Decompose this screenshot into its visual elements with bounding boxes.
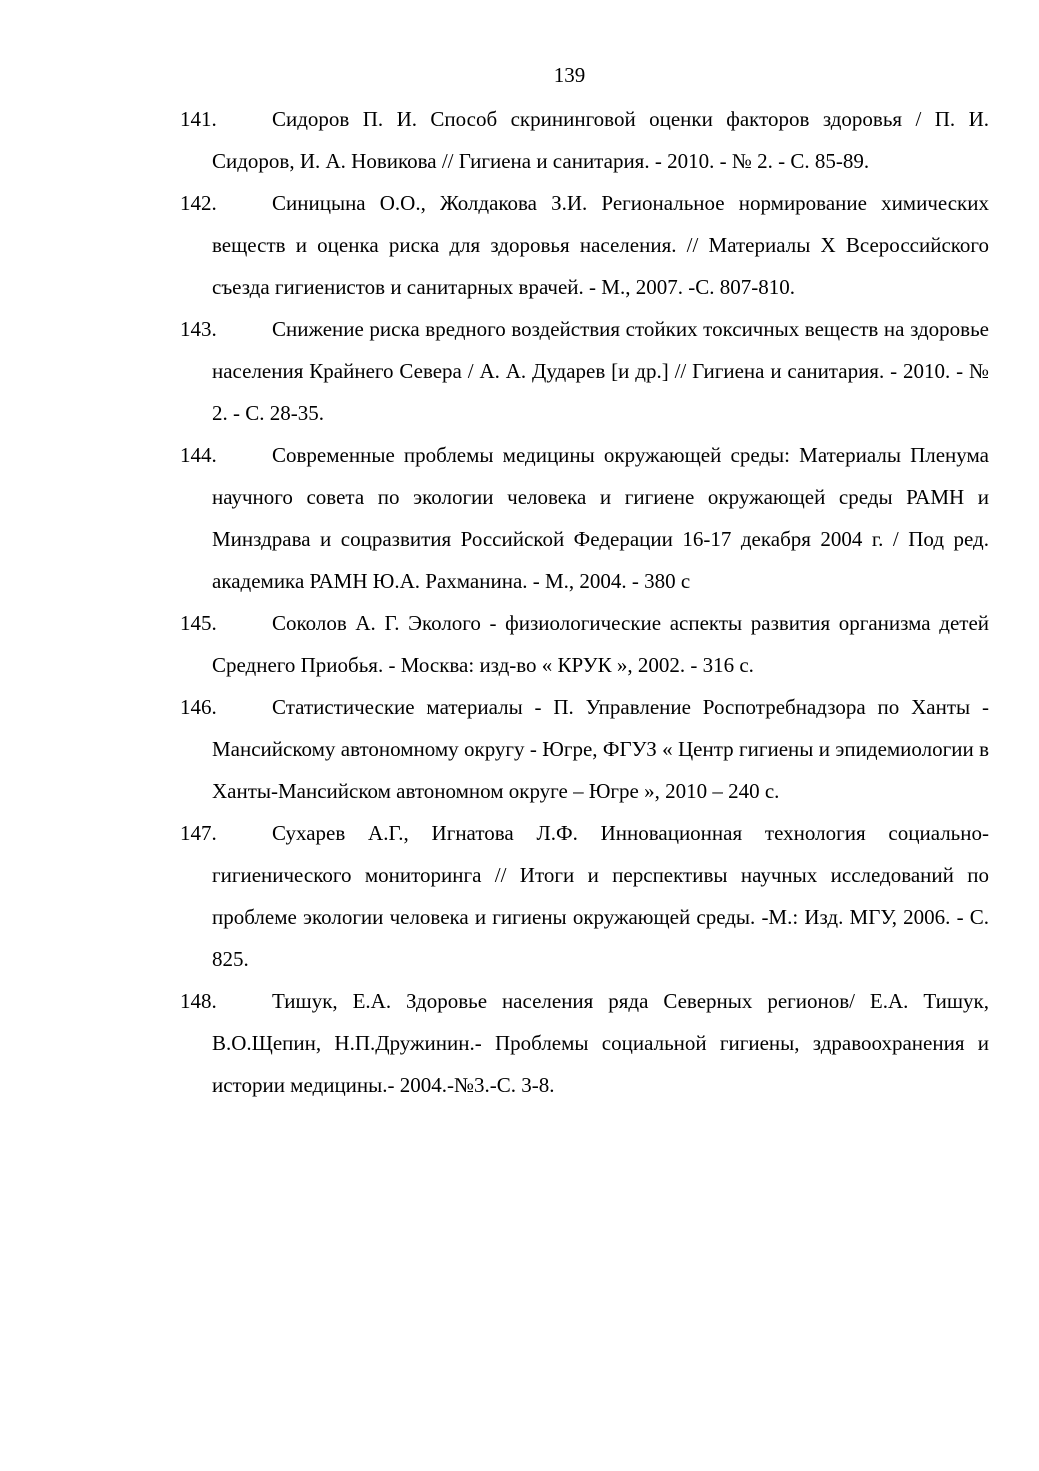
reference-text: Соколов А. Г. Эколого - физиологические аспекты развития организма детей Среднего Приобья. - Москва: изд-во « КРУК », 2002. - 316 с. [212,611,989,677]
reference-item [180,602,989,686]
reference-text: Тишук, Е.А. Здоровье населения ряда Северных регионов/ Е.А. Тишук, В.О.Щепин, Н.П.Дружинин.- Проблемы социальной гигиены, здравоохранения и истории медицины.- 2004.-№3.-С. 3-8. [212,989,989,1097]
reference-number: 146. [180,695,217,719]
reference-text: Синицына О.О., Жолдакова З.И. Региональное нормирование химических веществ и оценка риска для здоровья населения. // Материалы X Всероссийского съезда гигиенистов и санитарных врачей. - М., 2007. -С. 807-810. [212,191,989,299]
reference-item [180,434,989,602]
reference-number: 144. [180,443,217,467]
reference-item [180,308,989,434]
reference-number: 141. [180,107,217,131]
reference-item [180,812,989,980]
reference-number: 145. [180,611,217,635]
reference-text: Сухарев А.Г., Игнатова Л.Ф. Инновационная технология социально-гигиенического мониторинга // Итоги и перспективы научных исследований по проблеме экологии человека и гигиены окружающей среды. -М.: Изд. МГУ, 2006. - С. 825. [212,821,989,971]
reference-item [180,182,989,308]
reference-number: 143. [180,317,217,341]
reference-item [180,686,989,812]
reference-text: Статистические материалы - П. Управление Роспотребнадзора по Ханты - Мансийскому автономному округу - Югре, ФГУЗ « Центр гигиены и эпидемиологии в Ханты-Мансийском автономном округе – Югре », 2010 – 240 с. [212,695,989,803]
reference-list [180,98,989,1106]
page-number: 139 [553,63,586,87]
reference-item [180,98,989,182]
reference-text: Сидоров П. И. Способ скрининговой оценки факторов здоровья / П. И. Сидоров, И. А. Новикова // Гигиена и санитария. - 2010. - № 2. - С. 85-89. [212,107,989,173]
reference-number: 148. [180,989,217,1013]
reference-text: Современные проблемы медицины окружающей среды: Материалы Пленума научного совета по экологии человека и гигиене окружающей среды РАМН и Минздрава и соцразвития Российской Федерации 16-17 декабря 2004 г. / Под ред. академика РАМН Ю.А. Рахманина. - М., 2004. - 380 с [212,443,989,593]
reference-number: 142. [180,191,217,215]
reference-item [180,980,989,1106]
reference-number: 147. [180,821,217,845]
reference-text: Снижение риска вредного воздействия стойких токсичных веществ на здоровье населения Крайнего Севера / А. А. Дударев [и др.] // Гигиена и санитария. - 2010. - № 2. - С. 28-35. [212,317,989,425]
